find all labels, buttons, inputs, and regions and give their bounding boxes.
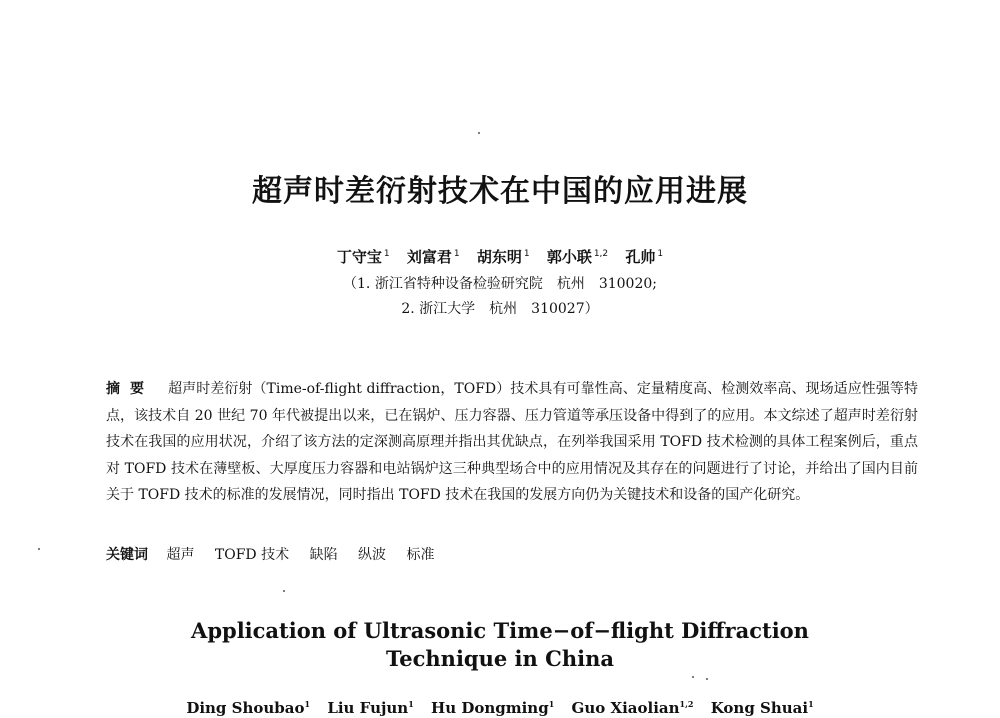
affiliation-mark: 1,2: [679, 699, 694, 709]
keyword: 标准: [406, 547, 435, 563]
author-name: 丁守宝: [336, 248, 382, 266]
english-author-name: Liu Fujun: [327, 699, 409, 717]
scan-speck: [692, 676, 694, 678]
keyword: 超声: [166, 547, 195, 563]
affiliation-mark: 1: [304, 699, 311, 709]
keyword: 纵波: [358, 547, 387, 563]
english-author: [431, 699, 554, 717]
abstract-text: 超声时差衍射（Time-of-flight diffraction，TOFD）技术具有可靠性高、定量精度高、检测效率高、现场适应性强等特点，该技术自 20 世纪 70 年代被提出以来，已在锅炉、压力容器、压力管道等承压设备中得到了的应用。本文综述了超声时差衍射技术在我国的应用状况，介绍了该方法的定深测高原理并指出其优缺点，在列举我国采用 TOFD 技术检测的具体工程案例后，重点对 TOFD 技术在薄壁板、大厚度压力容器和电站锅炉这三种典型场合中的应用情况及其存在的问题进行了讨论，并给出了国内目前关于 TOFD 技术的标准的发展情况，同时指出 TOFD 技术在我国的发展方向仍为关键技术和设备的国产化研究。: [106, 381, 918, 503]
chinese-title: 超声时差衍射技术在中国的应用进展: [252, 174, 748, 209]
affiliation-mark: 1: [808, 699, 814, 709]
english-title-line-2: Technique in China: [386, 646, 614, 671]
english-author: [711, 699, 814, 717]
affiliation-mark: 1: [408, 699, 414, 709]
author: [625, 248, 663, 266]
abstract: [106, 376, 918, 509]
english-author-name: Ding Shoubao: [186, 699, 305, 717]
affiliation-mark: 1: [548, 699, 555, 709]
english-title: [0, 617, 1000, 673]
keywords-heading: 关键词: [106, 547, 148, 563]
english-author-name: Kong Shuai: [710, 699, 809, 717]
scan-speck: [38, 548, 40, 550]
affiliation-mark: 1: [657, 249, 664, 259]
author-name: 郭小联: [546, 248, 592, 266]
affiliation-mark: 1: [453, 249, 460, 259]
keyword: TOFD 技术: [214, 547, 290, 563]
author: [547, 248, 608, 266]
abstract-heading: 摘要: [106, 381, 155, 397]
english-author: [572, 699, 694, 717]
affiliation-line-1: （1. 浙江省特种设备检验研究院 杭州 310020;: [343, 276, 657, 292]
keywords: [106, 542, 918, 568]
affiliation-mark: 1: [523, 249, 530, 259]
english-author: [327, 699, 413, 717]
author: [477, 248, 530, 266]
affiliation-line-2: 2. 浙江大学 杭州 310027）: [401, 301, 599, 317]
english-author-list: [0, 699, 1000, 717]
author: [407, 248, 460, 266]
english-author-name: Hu Dongming: [431, 699, 549, 717]
affiliation-mark: 1: [383, 249, 390, 259]
author-name: 刘富君: [406, 248, 452, 266]
english-title-line-1: Application of Ultrasonic Time−of−flight Diffraction: [191, 618, 809, 643]
author-name: 胡东明: [476, 248, 522, 266]
author-name: 孔帅: [625, 248, 656, 266]
chinese-author-list: [0, 246, 1000, 267]
keyword: 缺陷: [309, 547, 338, 563]
author: [337, 248, 390, 266]
scan-speck: [283, 590, 285, 592]
english-author-name: Guo Xiaolian: [571, 699, 680, 717]
affiliation-mark: 1,2: [593, 249, 609, 259]
english-author: [186, 699, 310, 717]
scan-speck: [706, 678, 708, 680]
scan-speck: [478, 132, 480, 134]
